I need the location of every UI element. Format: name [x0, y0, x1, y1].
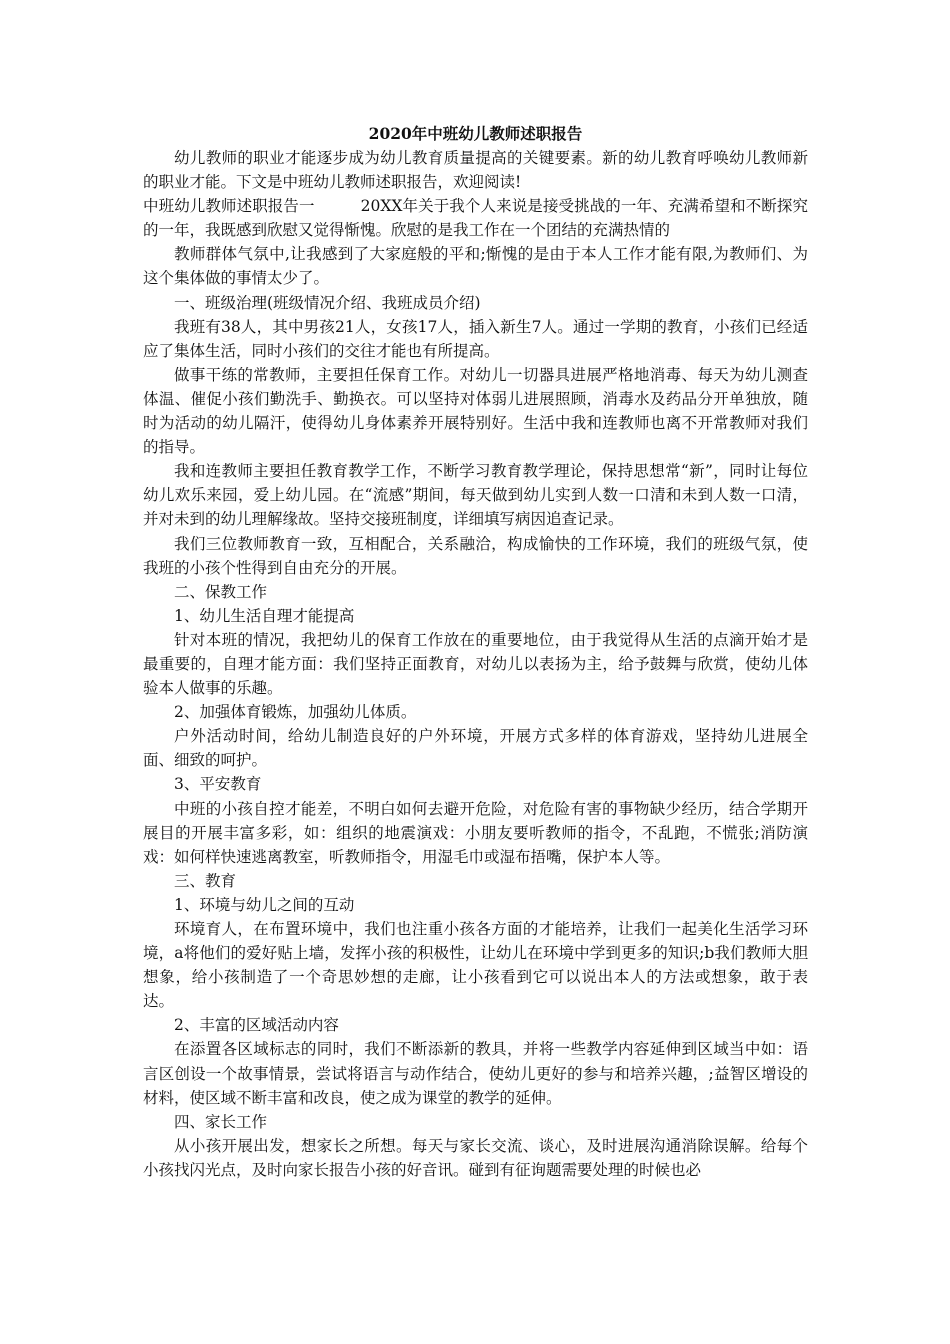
paragraph-text: 1、环境与幼儿之间的互动 — [174, 895, 355, 914]
paragraph-text: 在添置各区域标志的同时，我们不断添新的教具，并将一些教学内容延伸到区域当中如：语言区创设一个故事情景，尝试将语言与动作结合，使幼儿更好的参与和培养兴趣，;益智区增设的材料，使区域不断丰富和改良，使之成为课堂的教学的延伸。 — [143, 1040, 808, 1107]
paragraph-text: 从小孩开展出发，想家长之所想。每天与家长交流、谈心，及时进展沟通消除误解。给每个小孩找闪光点，及时向家长报告小孩的好音讯。碰到有征询题需要处理的时候也必 — [143, 1136, 808, 1179]
paragraph-text: 二、保教工作 — [174, 582, 268, 601]
paragraph — [143, 242, 808, 290]
paragraph — [143, 532, 808, 580]
paragraph-text: 教师群体气氛中,让我感到了大家庭般的平和;惭愧的是由于本人工作才能有限,为教师们、为这个集体做的事情太少了。 — [143, 245, 808, 288]
paragraph — [143, 194, 808, 242]
paragraph — [143, 1013, 808, 1037]
paragraph-text: 3、平安教育 — [174, 775, 262, 794]
paragraph — [143, 459, 808, 531]
paragraph-text: 2、丰富的区域活动内容 — [174, 1016, 339, 1035]
paragraph-text: 环境育人，在布置环境中，我们也注重小孩各方面的才能培养，让我们一起美化生活学习环境，a将他们的爱好贴上墙，发挥小孩的积极性，让幼儿在环境中学到更多的知识;b我们教师大胆想象，给小孩制造了一个奇思妙想的走廊，让小孩看到它可以说出本人的方法或想象，敢于表达。 — [143, 920, 808, 1011]
paragraph — [143, 917, 808, 1013]
paragraph — [143, 315, 808, 363]
paragraph-text: 三、教育 — [174, 871, 237, 890]
paragraph-text: 户外活动时间，给幼儿制造良好的户外环境，开展方式多样的体育游戏，坚持幼儿进展全面、细致的呵护。 — [143, 727, 808, 770]
paragraph-text: 幼儿教师的职业才能逐步成为幼儿教育质量提高的关键要素。新的幼儿教育呼唤幼儿教师新的职业才能。下文是中班幼儿教师述职报告，欢迎阅读! — [143, 149, 808, 192]
paragraph — [143, 1134, 808, 1182]
paragraph — [143, 772, 808, 796]
paragraph-text: 我们三位教师教育一致，互相配合，关系融洽，构成愉快的工作环境，我们的班级气氛，使我班的小孩个性得到自由充分的开展。 — [143, 534, 808, 577]
paragraph — [143, 869, 808, 893]
paragraph — [143, 797, 808, 869]
paragraph — [143, 700, 808, 724]
document-page — [143, 122, 808, 1182]
paragraph — [143, 580, 808, 604]
paragraph-text: 四、家长工作 — [174, 1112, 268, 1131]
paragraph — [143, 893, 808, 917]
paragraph-text: 20XX年关于我个人来说是接受挑战的一年、充满希望和不断探究的一年，我既感到欣慰又觉得惭愧。欣慰的是我工作在一个团结的充满热情的 — [143, 197, 808, 240]
document-body — [143, 146, 808, 1182]
document-title: 2020年中班幼儿教师述职报告 — [368, 124, 583, 143]
paragraph — [143, 1037, 808, 1109]
paragraph — [143, 604, 808, 628]
paragraph-text: 1、幼儿生活自理才能提高 — [174, 606, 355, 625]
paragraph — [143, 146, 808, 194]
paragraph-text: 中班的小孩自控才能差，不明白如何去避开危险，对危险有害的事物缺少经历，结合学期开展目的开展丰富多彩，如：组织的地震演戏：小朋友要听教师的指令，不乱跑，不慌张;消防演戏：如何样快速逃离教室，听教师指令，用湿毛巾或湿布捂嘴，保护本人等。 — [143, 799, 808, 866]
paragraph-text: 我和连教师主要担任教育教学工作，不断学习教育教学理论，保持思想常“新”，同时让每位幼儿欢乐来园，爱上幼儿园。在“流感”期间，每天做到幼儿实到人数一口清和未到人数一口清，并对未到的幼儿理解缘故。坚持交接班制度，详细填写病因追查记录。 — [143, 462, 808, 529]
paragraph-text: 我班有38人，其中男孩21人，女孩17人，插入新生7人。通过一学期的教育，小孩们已经适应了集体生活，同时小孩们的交往才能也有所提高。 — [143, 317, 808, 360]
paragraph — [143, 363, 808, 459]
section-label: 中班幼儿教师述职报告一 — [143, 197, 315, 216]
paragraph — [143, 724, 808, 772]
paragraph — [143, 628, 808, 700]
paragraph-text: 做事干练的常教师，主要担任保育工作。对幼儿一切器具进展严格地消毒、每天为幼儿测查体温、催促小孩们勤洗手、勤换衣。可以坚持对体弱儿进展照顾，消毒水及药品分开单独放，随时为活动的幼儿隔汗，使得幼儿身体素养开展特别好。生活中我和连教师也离不开常教师对我们的指导。 — [143, 365, 808, 457]
paragraph-text: 一、班级治理(班级情况介绍、我班成员介绍) — [174, 293, 481, 312]
paragraph-text: 2、加强体育锻炼，加强幼儿体质。 — [174, 703, 417, 722]
paragraph-text: 针对本班的情况，我把幼儿的保育工作放在的重要地位，由于我觉得从生活的点滴开始才是最重要的，自理才能方面：我们坚持正面教育，对幼儿以表扬为主，给予鼓舞与欣赏，使幼儿体验本人做事的乐趣。 — [143, 630, 808, 698]
paragraph — [143, 1110, 808, 1134]
paragraph — [143, 291, 808, 315]
